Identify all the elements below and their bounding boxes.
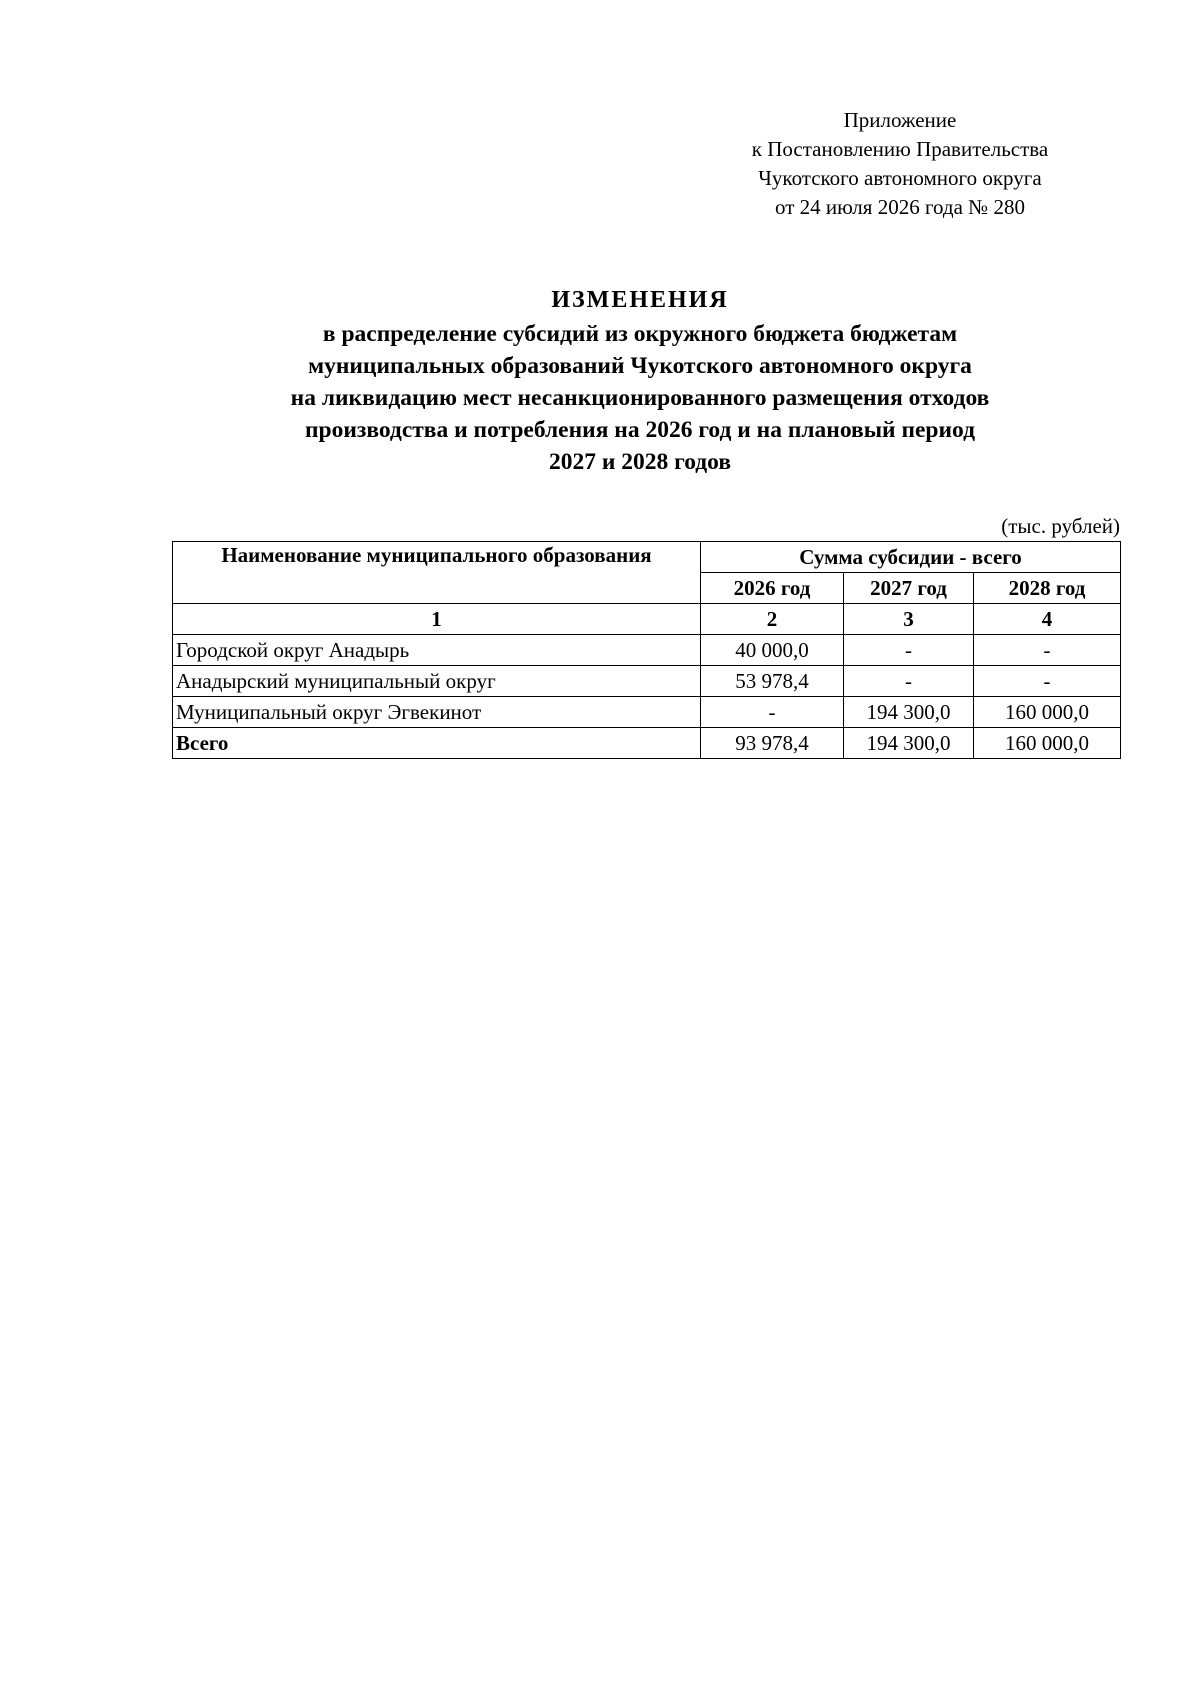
municipality-name-cell: Муниципальный округ Эгвекинот (173, 697, 701, 728)
column-number-cell: 4 (974, 604, 1121, 635)
header-year-cell: 2027 год (844, 573, 974, 604)
value-cell: - (974, 635, 1121, 666)
subtitle-line: на ликвидацию мест несанкционированного размещения отходов (290, 385, 990, 411)
appendix-line: Чукотского автономного округа (758, 166, 1042, 190)
table-header-row (173, 542, 1121, 573)
subtitle-line: 2027 и 2028 годов (548, 449, 732, 475)
column-number-cell: 2 (701, 604, 844, 635)
total-value-cell: 194 300,0 (844, 728, 974, 759)
document-subtitle (160, 318, 1120, 478)
municipality-name-cell: Городской округ Анадырь (173, 635, 701, 666)
value-cell: - (844, 635, 974, 666)
table-total-row (173, 728, 1121, 759)
value-cell: - (844, 666, 974, 697)
total-value-cell: 93 978,4 (701, 728, 844, 759)
total-label-cell: Всего (173, 728, 701, 759)
subsidy-table (172, 541, 1121, 759)
column-number-cell: 1 (173, 604, 701, 635)
value-cell: 53 978,4 (701, 666, 844, 697)
header-sum-cell: Сумма субсидии - всего (701, 542, 1121, 573)
header-year-cell: 2028 год (974, 573, 1121, 604)
subtitle-line: в распределение субсидий из окружного бюджета бюджетам (322, 321, 958, 347)
value-cell: 194 300,0 (844, 697, 974, 728)
municipality-name-cell: Анадырский муниципальный округ (173, 666, 701, 697)
header-year-cell: 2026 год (701, 573, 844, 604)
value-cell: 160 000,0 (974, 697, 1121, 728)
value-cell: - (701, 697, 844, 728)
subtitle-line: производства и потребления на 2026 год и на плановый период (304, 417, 975, 443)
value-cell: 40 000,0 (701, 635, 844, 666)
table-row (173, 635, 1121, 666)
table-row (173, 697, 1121, 728)
appendix-line: к Постановлению Правительства (751, 137, 1049, 161)
value-cell: - (974, 666, 1121, 697)
subtitle-line: муниципальных образований Чукотского автономного округа (308, 353, 972, 379)
column-numbers-row (173, 604, 1121, 635)
column-number-cell: 3 (844, 604, 974, 635)
appendix-block (730, 106, 1070, 222)
header-name-cell: Наименование муниципального образования (173, 542, 701, 604)
units-label: (тыс. рублей) (1001, 514, 1120, 538)
total-value-cell: 160 000,0 (974, 728, 1121, 759)
appendix-line: от 24 июля 2026 года № 280 (775, 195, 1025, 219)
appendix-line: Приложение (843, 108, 957, 132)
document-title: ИЗМЕНЕНИЯ (551, 287, 729, 313)
table-row (173, 666, 1121, 697)
